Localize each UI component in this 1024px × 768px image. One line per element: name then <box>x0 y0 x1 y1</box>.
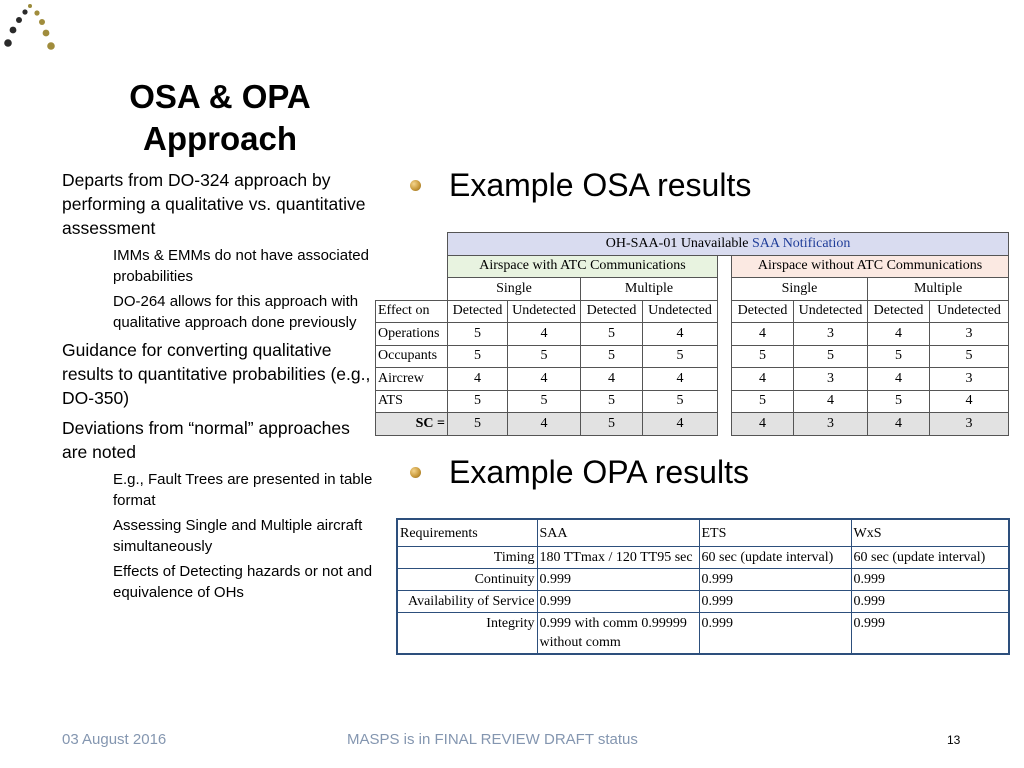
bullet-level1: Guidance for converting qualitative results to quantitative probabilities (e.g., DO-350) <box>62 340 371 408</box>
logo-dots <box>0 0 70 60</box>
osa-heading <box>410 165 751 205</box>
footer-date: 03 August 2016 <box>62 731 167 748</box>
table-row: Aircrew 4 4 4 4 4 3 4 3 <box>376 368 1009 391</box>
slide-title <box>70 76 370 160</box>
table-row: Continuity 0.999 0.999 0.999 <box>397 569 1009 591</box>
group-without-atc: Airspace without ATC Communications <box>732 255 1009 278</box>
bullet-level1: Departs from DO-324 approach by performing a qualitative vs. quantitative assessment <box>62 170 366 238</box>
table-row: Timing 180 TTmax / 120 TT95 sec 60 sec (update interval) 60 sec (update interval) <box>397 547 1009 569</box>
opa-results-table <box>396 518 1010 655</box>
bullet-level2: IMMs & EMMs do not have associated probabilities <box>113 247 369 285</box>
single-header: Single <box>732 278 868 301</box>
title-line-2: Approach <box>142 120 297 157</box>
multiple-header: Multiple <box>868 278 1009 301</box>
footer-status: MASPS is in FINAL REVIEW DRAFT status <box>347 731 638 748</box>
bullet-level2: E.g., Fault Trees are presented in table format <box>113 471 373 509</box>
opa-header-row: Requirements SAA ETS WxS <box>397 519 1009 547</box>
table-row: ATS 5 5 5 5 5 4 5 4 <box>376 390 1009 413</box>
table-row: Occupants 5 5 5 5 5 5 5 5 <box>376 345 1009 368</box>
table-row: Operations 5 4 5 4 4 3 4 3 <box>376 323 1009 346</box>
opa-heading-text: Example OPA results <box>449 454 749 490</box>
sc-row: SC = 5 4 5 4 4 3 4 3 <box>376 413 1009 436</box>
bullet-level2: Effects of Detecting hazards or not and equivalence of OHs <box>113 563 373 601</box>
effect-on-header: Effect on <box>376 300 448 323</box>
bullet-level1: Deviations from “normal” approaches are noted <box>62 418 350 462</box>
single-header: Single <box>448 278 581 301</box>
table-row: Availability of Service 0.999 0.999 0.999 <box>397 591 1009 613</box>
osa-subheader-row: Effect on Detected Undetected Detected Undetected Detected Undetected Detected Undetected <box>376 300 1009 323</box>
page-number: 13 <box>947 733 961 747</box>
sc-label: SC = <box>376 413 448 436</box>
left-bullet-list <box>62 168 380 608</box>
osa-heading-text: Example OSA results <box>449 167 752 203</box>
multiple-header: Multiple <box>581 278 718 301</box>
group-with-atc: Airspace with ATC Communications <box>448 255 718 278</box>
bullet-orb-icon <box>410 467 421 478</box>
bullet-level2: Assessing Single and Multiple aircraft simultaneously <box>113 517 363 555</box>
bullet-level2: DO-264 allows for this approach with qualitative approach done previously <box>113 293 359 331</box>
opa-heading <box>410 452 749 492</box>
osa-results-table <box>375 232 1009 436</box>
table-row: Integrity 0.999 with comm 0.99999 without comm 0.999 0.999 <box>397 613 1009 655</box>
osa-table-title: OH-SAA-01 Unavailable SAA Notification <box>448 233 1009 256</box>
title-line-1: OSA & OPA <box>129 78 311 115</box>
bullet-orb-icon <box>410 180 421 191</box>
